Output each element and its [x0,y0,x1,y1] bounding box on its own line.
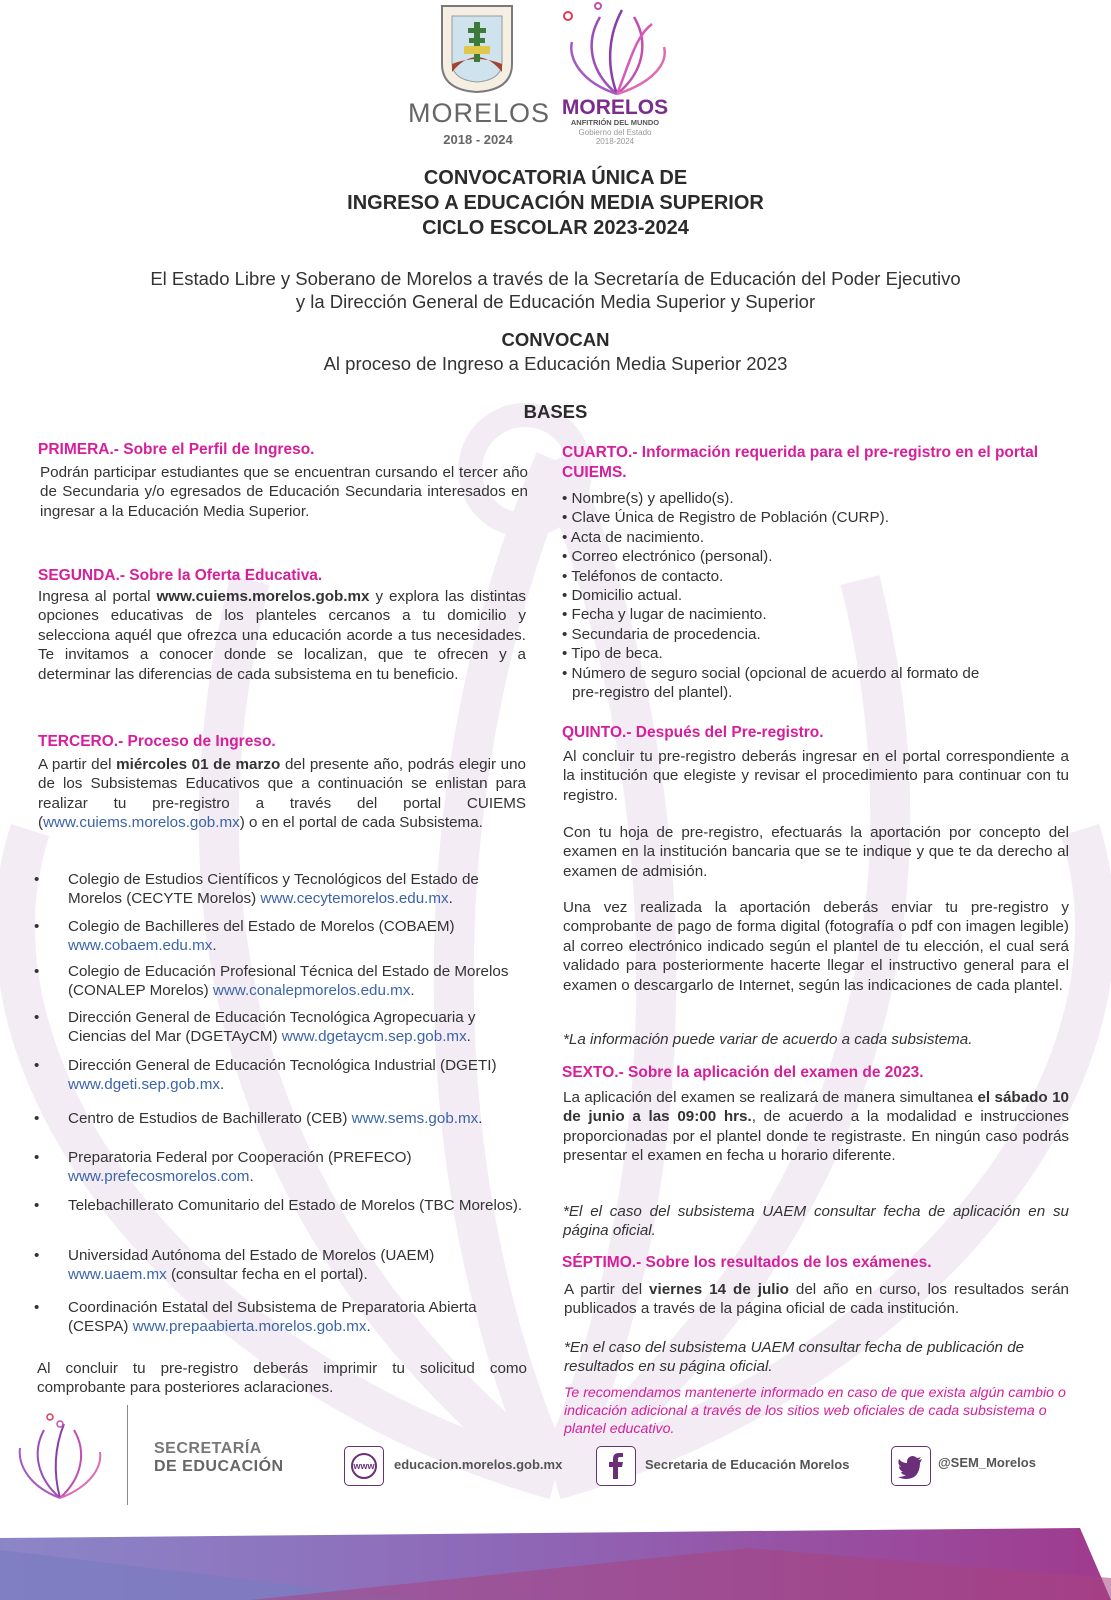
septimo-heading: SÉPTIMO.- Sobre los resultados de los exámenes. [562,1254,932,1271]
brand-gov: Gobierno del Estado [578,128,652,137]
bullet: • [34,1299,40,1316]
web-link[interactable]: educacion.morelos.gob.mx [394,1457,563,1472]
tercero-text [38,755,526,833]
quinto-p1: Al concluir tu pre-registro deberás ingresar en el portal correspondiente a la institución que elegiste y revisar el procedimiento para continuar con tu registro. [563,748,1069,804]
septimo-recommendation: Te recomendamos mantenerte informado en caso de que exista algún cambio o indicación adicional a través de los sitios web oficiales de cada subsistema o plantel educativo. [564,1385,1066,1437]
quinto-p2: Con tu hoja de pre-registro, efectuarás la aportación por concepto del examen en la institución bancaria que se te indique y que te da derecho al examen de admisión. [563,824,1069,880]
septimo-text-post: del año en curso, los resultados serán publicados a través de la página oficial de cada institución. [564,1281,1069,1318]
footer-divider [127,1405,128,1505]
quinto-p3: Una vez realizada la aportación deberás enviar tu pre-registro y comprobante de pago de forma digital (fotografía o pdf con imagen legible) al correo electrónico indicado según el plantel de tu elección, el cual será validado para posteriormente hacerte llegar el instructivo general para el examen o descargarlo de Internet, según las indicaciones de cada plantel. [563,899,1069,994]
intro-line-1: El Estado Libre y Soberano de Morelos a través de la Secretaría de Educación del Poder Ejecutivo [150,268,961,289]
sexto-text-post: , de acuerdo a la modalidad e instrucciones proporcionadas por el plantel donde te registraste. En ningún caso podrás presentar el examen en fecha u horario diferente. [563,1108,1069,1165]
bullet: • [34,1110,40,1127]
list-item: • Acta de nacimiento. [562,528,705,546]
subsystem-name: Colegio de Bachilleres del Estado de Morelos (COBAEM) [68,918,455,935]
globe-icon: www [351,1453,377,1479]
facebook-icon [597,1447,635,1485]
sexto-text-pre: La aplicación del examen se realizará de manera simultanea [563,1089,978,1106]
subsystem-end: . [478,1110,483,1127]
bullet: • [34,1009,40,1026]
convocan-heading: CONVOCAN [501,329,610,350]
subsystem-name: Centro de Estudios de Bachillerato (CEB) [68,1110,352,1127]
subsystem-link[interactable]: www.cobaem.edu.mx [68,937,213,954]
tercero-date: miércoles 01 de marzo [116,756,281,773]
bottom-gradient-band [0,1518,1111,1600]
flower-icon [12,1412,107,1502]
state-name: MORELOS [408,98,551,128]
subsystem-name: Colegio de Estudios Científicos y Tecnológicos del Estado de Morelos (CECYTE Morelos) [68,871,479,907]
segunda-text-pre: Ingresa al portal [38,588,157,605]
subsystem-link[interactable]: www.dgeti.sep.gob.mx [68,1076,220,1093]
bullet: • [34,1197,40,1214]
list-item: • Tipo de beca. [562,645,663,663]
brand-tagline: ANFITRIÓN DEL MUNDO [570,118,660,127]
tercero-closing: Al concluir tu pre-registro deberás imprimir tu solicitud como comprobante para posteriores aclaraciones. [37,1360,527,1397]
list-item: pre-registro del plantel). [572,684,733,702]
list-item: • Secundaria de procedencia. [562,625,761,643]
tercero-heading: TERCERO.- Proceso de Ingreso. [38,733,276,750]
subsystem-link[interactable]: www.uaem.mx [68,1266,167,1283]
subsystem-end: . [366,1318,371,1335]
title-line-2: INGRESO A EDUCACIÓN MEDIA SUPERIOR [347,192,764,214]
brand-years: 2018-2024 [595,137,635,146]
secretaria-line-1: SECRETARÍA [154,1440,262,1457]
septimo-text-pre: A partir del [564,1281,650,1298]
list-item: • Clave Única de Registro de Población (CURP). [562,509,889,527]
subsystem-name: Dirección General de Educación Tecnológica Industrial (DGETI) [68,1057,497,1074]
list-item: • Número de seguro social (opcional de acuerdo al formato de [562,664,980,682]
cuarto-heading: CUARTO.- Información requerida para el pre-registro en el portal CUIEMS. [562,444,1039,481]
subsystem-end: (consultar fecha en el portal). [166,1266,368,1283]
bullet: • [34,963,40,980]
quinto-heading: QUINTO.- Después del Pre-registro. [562,724,824,741]
subsystem-link[interactable]: www.prefecosmorelos.com [68,1168,250,1185]
brand-name: MORELOS [561,96,669,119]
bullet: • [34,1057,40,1074]
sexto-note: *El el caso del subsistema UAEM consultar fecha de aplicación en su página oficial. [563,1203,1069,1240]
bullet: • [34,1247,40,1264]
sexto-heading: SEXTO.- Sobre la aplicación del examen de 2023. [562,1064,924,1081]
title-line-3: CICLO ESCOLAR 2023-2024 [422,217,689,239]
convocan-subtitle: Al proceso de Ingreso a Educación Media Superior 2023 [323,353,788,374]
subsystem-link[interactable]: www.prepaabierta.morelos.gob.mx [132,1318,367,1335]
subsystem-link[interactable]: www.sems.gob.mx [351,1110,479,1127]
tercero-text-pre: A partir del [38,756,117,773]
cuiems-link[interactable]: www.cuiems.morelos.gob.mx [156,588,370,605]
septimo-date: viernes 14 de julio [649,1281,789,1298]
sexto-date: el sábado 10 de junio a las 09:00 hrs. [563,1089,1069,1126]
list-item: • Teléfonos de contacto. [562,567,724,585]
morelos-flower-logo [560,2,675,98]
twitter-icon-box[interactable] [891,1446,931,1486]
list-item: • Correo electrónico (personal). [562,548,773,566]
web-icon-box[interactable] [344,1446,384,1486]
secretaria-flower-logo [12,1412,107,1502]
list-item: • Nombre(s) y apellido(s). [562,490,734,507]
state-shield-logo [438,2,516,94]
bullet: • [34,871,40,888]
subsystem-end: . [448,890,453,907]
subsystem-name: Preparatoria Federal por Cooperación (PREFECO) [68,1149,412,1166]
segunda-text [38,587,526,684]
cuarto-list [562,489,1072,702]
subsystem-end: . [410,982,415,999]
tercero-text-mid: del presente año, podrás elegir uno de los Subsistemas Educativos que a continuación se enlistan para realizar tu pre-registro a través del portal CUIEMS ( [38,756,526,832]
subsystem-link[interactable]: www.dgetaycm.sep.gob.mx [281,1028,467,1045]
primera-heading: PRIMERA.- Sobre el Perfil de Ingreso. [38,441,315,458]
septimo-text [564,1280,1069,1319]
subsystem-name: Universidad Autónoma del Estado de Morelos (UAEM) [68,1247,435,1264]
bullet: • [34,1149,40,1166]
title-line-1: CONVOCATORIA ÚNICA DE [423,167,688,189]
shield-icon [438,2,516,94]
subsystem-link[interactable]: www.conalepmorelos.edu.mx [212,982,411,999]
bases-heading: BASES [523,401,588,422]
twitter-handle[interactable]: @SEM_Morelos [938,1455,1036,1470]
tercero-text-post: ) o en el portal de cada Subsistema. [239,814,483,832]
sexto-text [563,1088,1069,1166]
subsystem-link[interactable]: www.cecytemorelos.edu.mx [260,890,449,907]
bullet: • [34,918,40,935]
subsystem-end: . [249,1168,254,1185]
segunda-heading: SEGUNDA.- Sobre la Oferta Educativa. [38,567,323,584]
subsystem-name: Coordinación Estatal del Subsistema de Preparatoria Abierta (CESPA) [68,1299,477,1335]
subsystem-end: . [219,1076,225,1093]
twitter-icon [892,1447,930,1485]
cuiems-portal-link[interactable]: www.cuiems.morelos.gob.mx [43,814,240,832]
subsystem-end: . [212,937,217,954]
intro-line-2: y la Dirección General de Educación Media Superior y Superior [295,291,816,312]
subsystem-name: Telebachillerato Comunitario del Estado de Morelos (TBC Morelos). [68,1197,523,1214]
primera-text: Podrán participar estudiantes que se encuentran cursando el tercer año de Secundaria y/o egresados de Educación Secundaria interesados en ingresar a la Educación Media Superior. [40,464,528,520]
facebook-icon-box[interactable] [596,1446,636,1486]
subsystem-name: Dirección General de Educación Tecnológica Agropecuaria y Ciencias del Mar (DGETAyCM) [68,1009,476,1045]
quinto-note: *La información puede variar de acuerdo a cada subsistema. [563,1031,973,1048]
flower-icon [560,2,675,98]
subsystem-name: Colegio de Educación Profesional Técnica del Estado de Morelos (CONALEP Morelos) [68,963,509,999]
list-item: • Domicilio actual. [562,587,683,605]
segunda-text-post: y explora las distintas opciones educativas de los planteles cercanos a tu domicilio y selecciona aquél que ofrezca una educación acorde a tus necesidades. Te invitamos a conocer donde se localizan, que te ofrecen y a determinar las diferencias de cada subsistema en tu beneficio. [38,588,526,683]
state-years: 2018 - 2024 [443,132,513,147]
facebook-link[interactable]: Secretaria de Educación Morelos [645,1457,850,1472]
list-item: • Fecha y lugar de nacimiento. [562,606,767,624]
septimo-note: *En el caso del subsistema UAEM consultar fecha de publicación de resultados en su página oficial. [564,1339,1025,1376]
secretaria-line-2: DE EDUCACIÓN [154,1458,284,1475]
subsystem-end: . [466,1028,471,1045]
